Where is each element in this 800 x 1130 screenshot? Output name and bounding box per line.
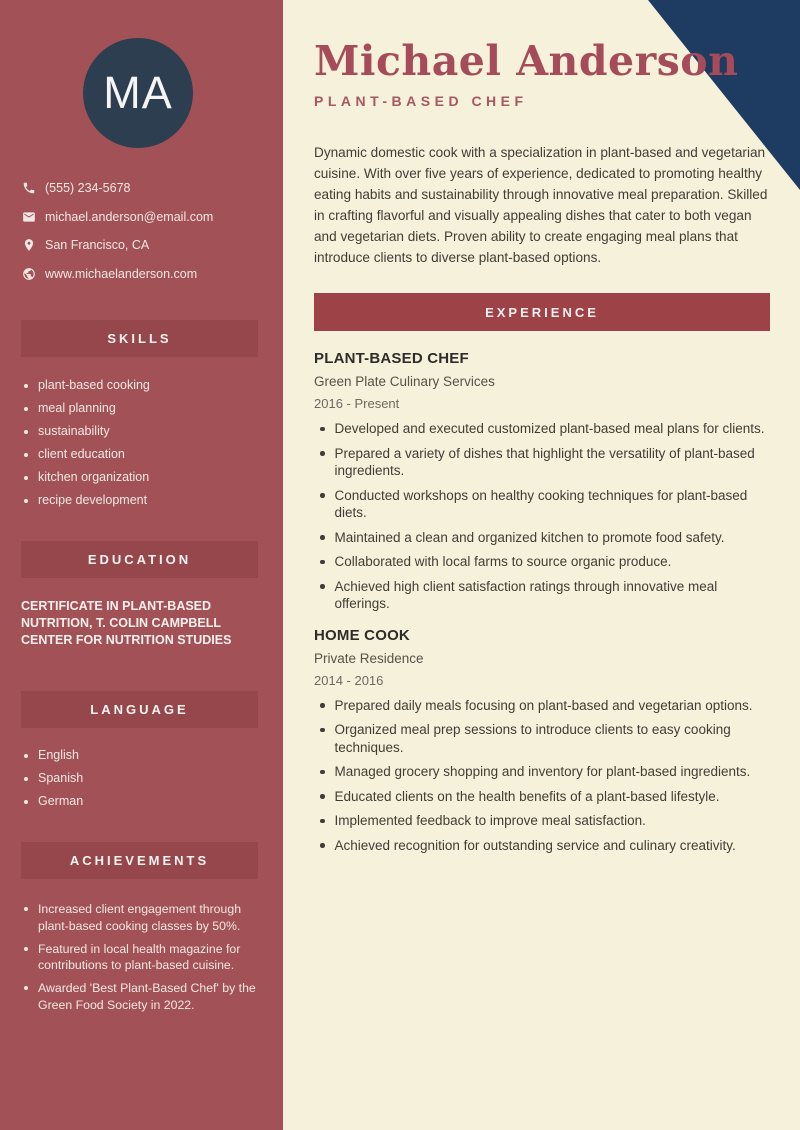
language-label: Spanish	[38, 771, 84, 785]
bullet-dot	[24, 754, 28, 758]
list-item	[22, 901, 267, 934]
list-item	[314, 788, 770, 806]
experience-title: EXPERIENCE	[485, 304, 599, 320]
contact-location	[22, 231, 272, 260]
bullet-dot	[24, 407, 28, 411]
bullet-dot	[320, 819, 325, 824]
job-dates: 2016 - Present	[314, 396, 400, 411]
bullet-text: Conducted workshops on healthy cooking techniques for plant-based diets.	[334, 487, 748, 520]
bullet-dot	[24, 499, 28, 503]
job-title: HOME COOK	[314, 626, 410, 644]
bullet-dot	[320, 451, 325, 456]
profile-summary: Dynamic domestic cook with a specialization in plant-based and vegetarian cuisine. With over five years of experience, dedicated to promoting healthy eating habits and sustainability through innovative meal preparation. Skilled in crafting flavorful and visually appealing dishes that cater to both vegan and vegetarian diets. Proven ability to create engaging meal plans that introduce clients to diverse plant-based options.	[314, 145, 768, 265]
list-item	[314, 721, 770, 756]
bullet-dot	[24, 476, 28, 480]
contact-phone	[22, 174, 272, 203]
bullet-text: Prepared a variety of dishes that highlight the versatility of plant-based ingredients.	[334, 445, 755, 478]
bullet-dot	[320, 584, 325, 589]
skill-label: client education	[38, 447, 125, 461]
contact-block	[22, 174, 272, 288]
list-item	[22, 425, 267, 438]
list-item	[22, 941, 267, 974]
bullet-text: Implemented feedback to improve meal satisfaction.	[334, 813, 646, 828]
bullet-dot	[24, 430, 28, 434]
bullet-text: Maintained a clean and organized kitchen to promote food safety.	[334, 529, 725, 545]
bullet-text: Managed grocery shopping and inventory for plant-based ingredients.	[334, 764, 751, 779]
list-item	[314, 487, 770, 522]
language-title: LANGUAGE	[90, 702, 189, 717]
sidebar	[0, 0, 283, 1130]
list-item	[22, 494, 267, 507]
list-item	[22, 471, 267, 484]
education-title: EDUCATION	[87, 552, 192, 567]
bullet-dot	[320, 560, 325, 565]
achievements-title: ACHIEVEMENTS	[69, 853, 210, 868]
bullet-text: Collaborated with local farms to source organic produce.	[334, 554, 672, 569]
avatar-initials: MA	[103, 67, 173, 118]
skill-label: meal planning	[38, 401, 116, 415]
skills-section-header	[21, 320, 258, 357]
skill-label: sustainability	[38, 424, 110, 438]
bullet-text: Prepared daily meals focusing on plant-based and vegetarian options.	[334, 697, 753, 713]
bullet-dot	[320, 794, 325, 799]
bullet-text: Developed and executed customized plant-based meal plans for clients.	[334, 421, 765, 436]
bullet-text: Organized meal prep sessions to introduce clients to easy cooking techniques.	[334, 722, 731, 755]
list-item	[314, 445, 770, 480]
bullet-dot	[320, 535, 325, 540]
education-section-header	[21, 541, 258, 578]
job-dates: 2014 - 2016	[314, 672, 384, 688]
phone-number: (555) 234-5678	[45, 181, 131, 196]
avatar	[83, 38, 193, 148]
main-content	[283, 0, 800, 1130]
skills-list	[22, 379, 267, 517]
bullet-dot	[320, 770, 325, 775]
bullet-dot	[320, 493, 325, 498]
list-item	[22, 772, 267, 785]
skills-title: SKILLS	[107, 331, 172, 346]
bullet-dot	[24, 947, 28, 951]
bullet-dot	[24, 800, 28, 804]
globe-icon	[22, 267, 36, 281]
achievements-section-header	[21, 842, 258, 879]
bullet-text: Educated clients on the health benefits of a plant-based lifestyle.	[334, 788, 720, 804]
skill-label: kitchen organization	[38, 470, 150, 484]
list-item	[314, 763, 770, 781]
job-bullet-list	[314, 697, 770, 855]
contact-email	[22, 203, 272, 232]
list-item	[22, 980, 267, 1013]
phone-icon	[22, 181, 36, 195]
list-item	[22, 795, 267, 808]
achievement-text: Featured in local health magazine for contributions to plant-based cuisine.	[38, 941, 241, 972]
list-item	[22, 749, 267, 762]
language-list	[22, 749, 267, 818]
achievement-text: Awarded 'Best Plant-Based Chef' by the Green Food Society in 2022.	[38, 981, 256, 1012]
website-url: www.michaelanderson.com	[45, 267, 198, 282]
language-label: English	[38, 748, 79, 762]
list-item	[22, 379, 267, 392]
bullet-text: Achieved high client satisfaction ratings through innovative meal offerings.	[334, 578, 718, 611]
language-label: German	[38, 794, 84, 808]
email-address: michael.anderson@email.com	[45, 209, 214, 224]
achievements-list	[22, 901, 267, 1020]
job-company: Green Plate Culinary Services	[314, 374, 495, 389]
list-item	[314, 553, 770, 571]
page-title: Michael Anderson	[314, 37, 739, 85]
job-bullet-list	[314, 420, 770, 613]
job-role-subtitle: PLANT-BASED CHEF	[314, 93, 528, 109]
experience-section-header	[314, 293, 770, 331]
location-icon	[22, 238, 36, 252]
list-item	[314, 578, 770, 613]
achievement-text: Increased client engagement through plant-based cooking classes by 50%.	[38, 902, 242, 933]
bullet-dot	[320, 703, 325, 708]
list-item	[314, 420, 770, 438]
job-company: Private Residence	[314, 650, 424, 666]
language-section-header	[21, 691, 258, 728]
bullet-text: Achieved recognition for outstanding service and culinary creativity.	[334, 837, 736, 853]
contact-website	[22, 260, 272, 289]
bullet-dot	[24, 907, 28, 911]
list-item	[22, 448, 267, 461]
email-icon	[22, 210, 36, 224]
bullet-dot	[320, 728, 325, 733]
skill-label: recipe development	[38, 493, 148, 507]
list-item	[314, 812, 770, 830]
list-item	[314, 837, 770, 855]
list-item	[314, 529, 770, 547]
bullet-dot	[320, 843, 325, 848]
location-text: San Francisco, CA	[45, 238, 150, 253]
bullet-dot	[24, 986, 28, 990]
education-entry: CERTIFICATE IN PLANT-BASED NUTRITION, T. COLIN CAMPBELL CENTER FOR NUTRITION STUDIES	[21, 599, 232, 647]
bullet-dot	[24, 777, 28, 781]
list-item	[22, 402, 267, 415]
bullet-dot	[320, 427, 325, 432]
list-item	[314, 697, 770, 715]
bullet-dot	[24, 453, 28, 457]
job-title: PLANT-BASED CHEF	[314, 350, 469, 367]
skill-label: plant-based cooking	[38, 378, 150, 392]
bullet-dot	[24, 384, 28, 388]
